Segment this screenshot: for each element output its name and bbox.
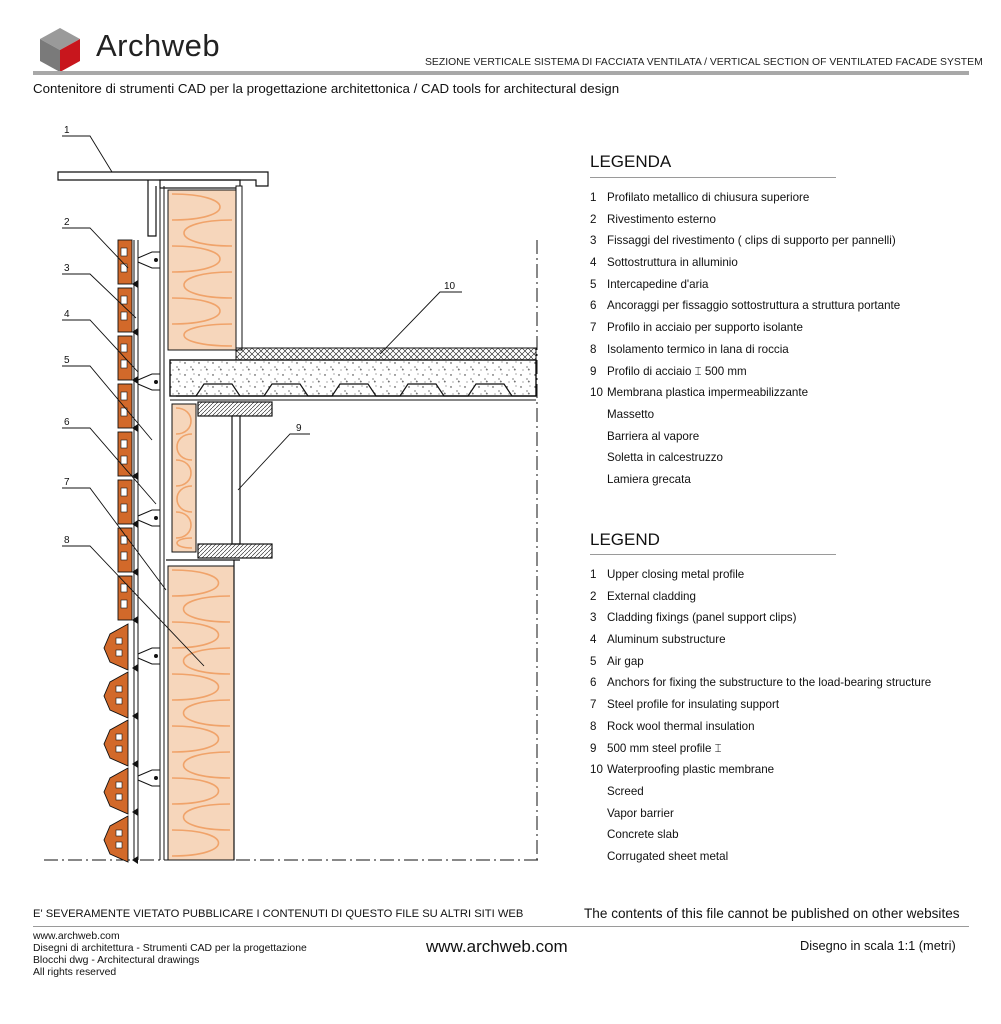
legend-item-text: 500 mm steel profile ⌶ bbox=[607, 741, 722, 755]
cladding-clip bbox=[132, 280, 138, 288]
legenda-item bbox=[590, 274, 990, 296]
legenda-item-text: Fissaggi del rivestimento ( clips di supporto per pannelli) bbox=[607, 234, 896, 248]
legend-item-number: 4 bbox=[590, 633, 597, 647]
legenda-item-number: 7 bbox=[590, 321, 597, 335]
cladding-clip bbox=[132, 520, 138, 528]
footer-divider bbox=[33, 926, 969, 927]
legenda-item-number: 10 bbox=[590, 386, 603, 400]
legenda-item bbox=[590, 230, 990, 252]
legend-item bbox=[590, 824, 990, 846]
legenda-item-number: 6 bbox=[590, 299, 597, 313]
legend-item-text: Waterproofing plastic membrane bbox=[607, 763, 775, 777]
legend-item-text: Corrugated sheet metal bbox=[607, 849, 729, 863]
page-subtitle: Contenitore di strumenti CAD per la progettazione architettonica / CAD tools for architectural design bbox=[33, 81, 620, 96]
concrete-slab bbox=[170, 360, 536, 396]
legenda-item-text: Barriera al vapore bbox=[607, 429, 700, 443]
legend-item-number: 9 bbox=[590, 741, 597, 755]
cladding-tile bbox=[104, 672, 128, 718]
legenda-item bbox=[590, 252, 990, 274]
legend-item bbox=[590, 738, 990, 760]
callout-1: 1 bbox=[64, 125, 70, 136]
legend-item bbox=[590, 803, 990, 825]
legenda-item bbox=[590, 339, 990, 361]
callout-2: 2 bbox=[64, 217, 70, 228]
legenda-item bbox=[590, 447, 990, 469]
legend-item bbox=[590, 716, 990, 738]
legenda-item-text: Membrana plastica impermeabilizzante bbox=[607, 386, 809, 400]
legend-item-number: 8 bbox=[590, 719, 597, 733]
cladding-tile bbox=[118, 240, 132, 284]
callout-6: 6 bbox=[64, 417, 70, 428]
cladding-clip bbox=[132, 856, 138, 864]
cladding-clip bbox=[132, 568, 138, 576]
legenda-item-text: Isolamento termico in lana di roccia bbox=[607, 342, 789, 356]
anchor-bolt bbox=[154, 380, 158, 384]
legend-item-number: 1 bbox=[590, 568, 597, 581]
cladding-clip bbox=[132, 376, 138, 384]
legend-item-number: 2 bbox=[590, 589, 597, 603]
drawing-title: SEZIONE VERTICALE SISTEMA DI FACCIATA VENTILATA / VERTICAL SECTION OF VENTILATED FACADE SYSTEM bbox=[425, 57, 983, 68]
legend-item-text: Vapor barrier bbox=[607, 806, 674, 820]
legenda-item-number: 3 bbox=[590, 234, 597, 248]
legend-item-text: Anchors for fixing the substructure to the load-bearing structure bbox=[607, 676, 932, 690]
footer-info bbox=[33, 931, 307, 979]
legenda-item-text: Lamiera grecata bbox=[607, 472, 691, 486]
legend-item-number: 5 bbox=[590, 654, 597, 668]
legenda-item bbox=[590, 469, 990, 491]
legend-item bbox=[590, 629, 990, 651]
legend-title: LEGEND bbox=[590, 530, 660, 549]
legenda-item bbox=[590, 426, 990, 448]
legend-item-number: 10 bbox=[590, 763, 603, 777]
anchor-bolt bbox=[154, 654, 158, 658]
callout-4: 4 bbox=[64, 309, 70, 320]
legenda-item-text: Rivestimento esterno bbox=[607, 212, 716, 226]
steel-i-beam bbox=[198, 402, 272, 558]
legenda-item bbox=[590, 361, 990, 383]
legenda-item-text: Profilo di acciaio ⌶ 500 mm bbox=[607, 364, 747, 378]
cladding-tile bbox=[104, 720, 128, 766]
legenda-item-text: Profilato metallico di chiusura superiore bbox=[607, 191, 810, 204]
cladding-clip bbox=[132, 616, 138, 624]
legenda-item bbox=[590, 317, 990, 339]
drawing-scale: Disegno in scala 1:1 (metri) bbox=[800, 938, 956, 953]
insulation-beam-zone bbox=[172, 404, 196, 552]
external-cladding bbox=[104, 240, 138, 864]
legenda-item-text: Massetto bbox=[607, 407, 655, 421]
footer-warning-english: The contents of this file cannot be published on other websites bbox=[584, 906, 960, 921]
callout-9: 9 bbox=[296, 423, 302, 434]
footer-info-line: Blocchi dwg - Architectural drawings bbox=[33, 955, 200, 966]
legend-item-text: Rock wool thermal insulation bbox=[607, 719, 755, 733]
legend-item-text: Upper closing metal profile bbox=[607, 568, 745, 581]
legend-item-number: 3 bbox=[590, 611, 597, 625]
cladding-clip bbox=[132, 424, 138, 432]
footer-website-link[interactable]: www.archweb.com bbox=[426, 937, 568, 956]
legend-item bbox=[590, 586, 990, 608]
legend-item-text: Air gap bbox=[607, 654, 644, 668]
footer-warning-italian: E' SEVERAMENTE VIETATO PUBBLICARE I CONTENUTI DI QUESTO FILE SU ALTRI SITI WEB bbox=[33, 908, 524, 920]
legenda-item-number: 5 bbox=[590, 277, 597, 291]
legend-item-text: External cladding bbox=[607, 589, 696, 603]
legend-item bbox=[590, 694, 990, 716]
footer-info-line: Disegni di architettura - Strumenti CAD per la progettazione bbox=[33, 943, 307, 954]
brand-name: Archweb bbox=[96, 28, 221, 63]
cladding-tile bbox=[118, 480, 132, 524]
legenda-item bbox=[590, 404, 990, 426]
cladding-tile bbox=[118, 432, 132, 476]
legenda-item-text: Ancoraggi per fissaggio sottostruttura a struttura portante bbox=[607, 299, 901, 313]
legend-item bbox=[590, 564, 990, 586]
legend-list bbox=[590, 564, 990, 868]
legenda-item bbox=[590, 187, 990, 209]
cladding-clip bbox=[132, 808, 138, 816]
legenda-item-text: Sottostruttura in alluminio bbox=[607, 256, 738, 270]
waterproofing-membrane bbox=[236, 348, 536, 360]
legenda-item-number: 4 bbox=[590, 256, 597, 270]
cladding-tile bbox=[104, 768, 128, 814]
legenda-item-number: 2 bbox=[590, 212, 597, 226]
anchor-bolt bbox=[154, 776, 158, 780]
anchor-bolt bbox=[154, 516, 158, 520]
footer-info-line: All rights reserved bbox=[33, 967, 117, 978]
cladding-tile bbox=[104, 816, 128, 862]
legend-item bbox=[590, 651, 990, 673]
substructure-anchors bbox=[138, 252, 160, 786]
legenda-item-text: Profilo in acciaio per supporto isolante bbox=[607, 321, 803, 335]
legend-item-text: Screed bbox=[607, 784, 644, 798]
legend-item-number: 6 bbox=[590, 676, 597, 690]
legenda-item-number: 8 bbox=[590, 342, 597, 356]
legenda-title: LEGENDA bbox=[590, 152, 672, 171]
callout-8: 8 bbox=[64, 535, 70, 546]
aluminium-substructure bbox=[134, 186, 164, 860]
legend-item-number: 7 bbox=[590, 698, 597, 712]
legenda-list bbox=[590, 187, 990, 491]
legend-item-text: Concrete slab bbox=[607, 828, 679, 842]
cladding-tile bbox=[104, 624, 128, 670]
callout-7: 7 bbox=[64, 477, 70, 488]
legend-item bbox=[590, 759, 990, 781]
callout-10: 10 bbox=[444, 281, 456, 292]
legend-item-text: Cladding fixings (panel support clips) bbox=[607, 611, 797, 625]
anchor-bolt bbox=[154, 258, 158, 262]
cladding-clip bbox=[132, 472, 138, 480]
legenda-item-text: Intercapedine d'aria bbox=[607, 277, 709, 291]
legend-item-text: Aluminum substructure bbox=[607, 633, 726, 647]
legenda-item bbox=[590, 209, 990, 231]
legend-divider bbox=[590, 554, 836, 555]
legenda-item-text: Soletta in calcestruzzo bbox=[607, 451, 723, 465]
legend-item bbox=[590, 846, 990, 868]
legenda-item bbox=[590, 295, 990, 317]
legend-item-text: Steel profile for insulating support bbox=[607, 698, 780, 712]
legenda-item-number: 1 bbox=[590, 191, 597, 204]
footer-info-line: www.archweb.com bbox=[33, 931, 120, 942]
legend-item bbox=[590, 672, 990, 694]
legend-item bbox=[590, 781, 990, 803]
legenda-item-number: 9 bbox=[590, 364, 597, 378]
cladding-clip bbox=[132, 664, 138, 672]
cladding-clip bbox=[132, 712, 138, 720]
cladding-clip bbox=[132, 328, 138, 336]
callout-5: 5 bbox=[64, 355, 70, 366]
legenda-item bbox=[590, 382, 990, 404]
callout-3: 3 bbox=[64, 263, 70, 274]
cladding-tile bbox=[118, 288, 132, 332]
insulation-lower bbox=[168, 566, 234, 860]
cladding-tile bbox=[118, 384, 132, 428]
cladding-clip bbox=[132, 760, 138, 768]
legenda-divider bbox=[590, 177, 836, 178]
legend-item bbox=[590, 607, 990, 629]
